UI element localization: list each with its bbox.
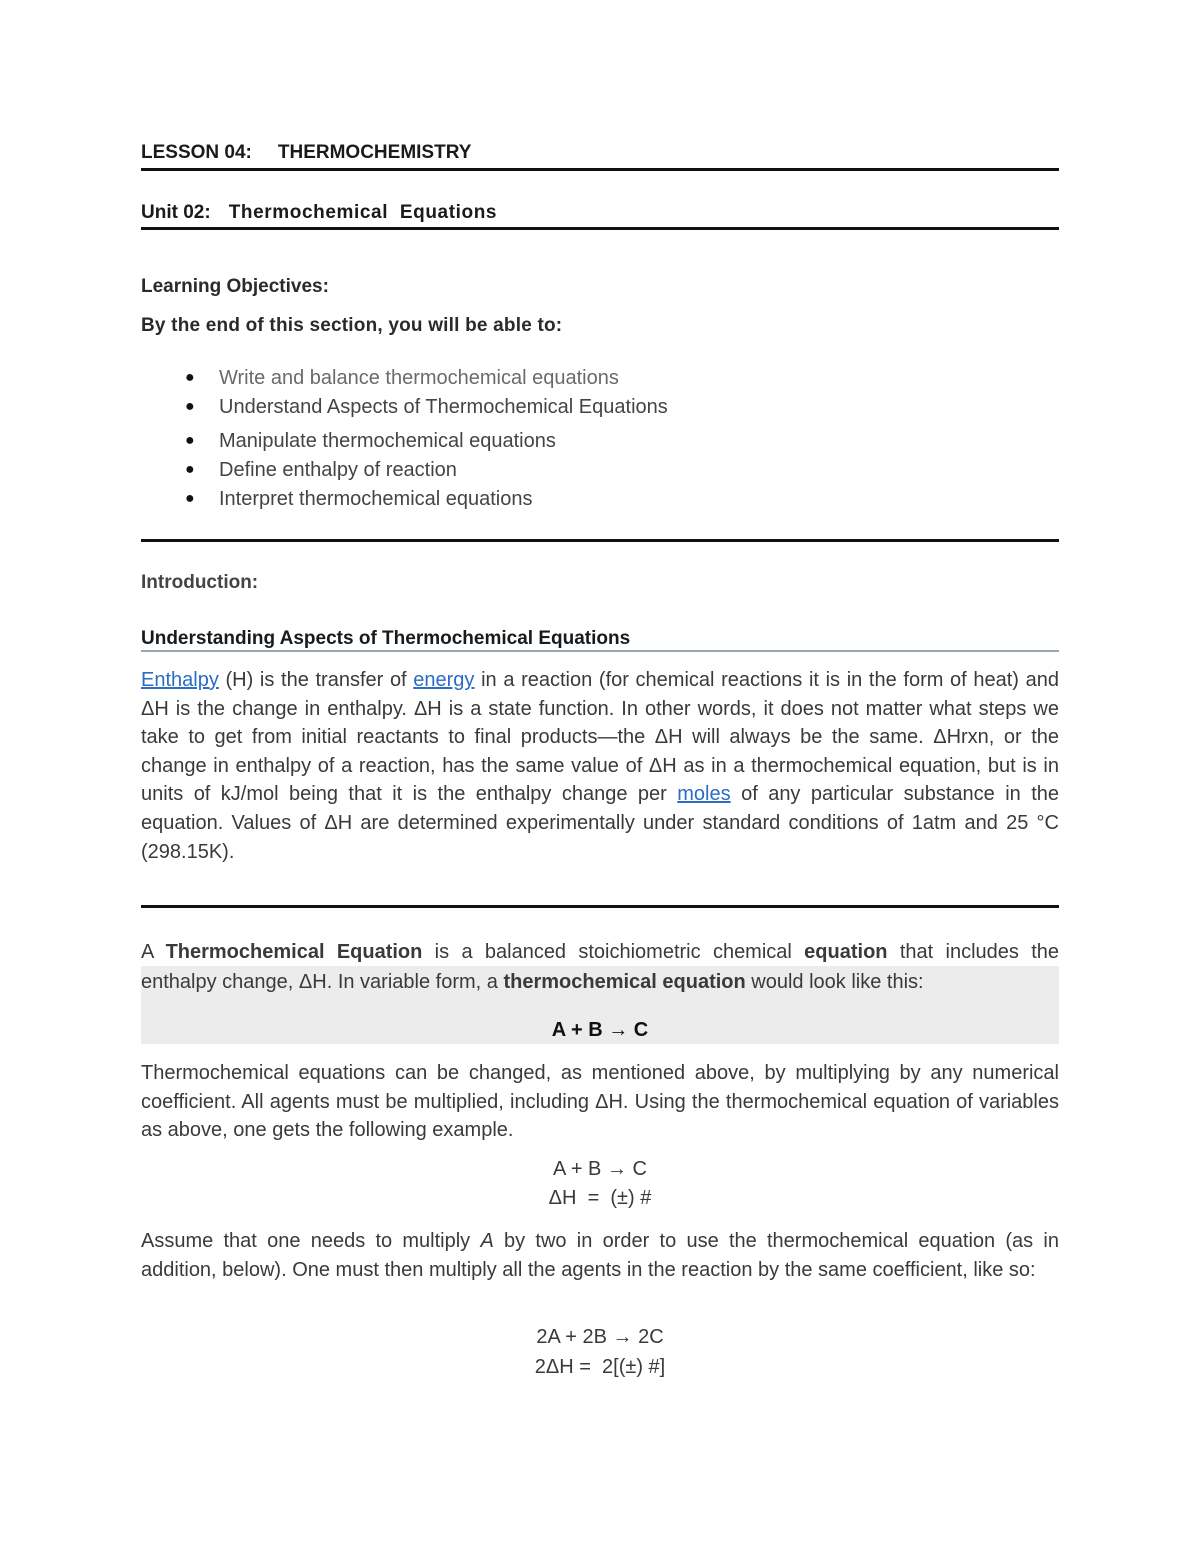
intro-heading: Introduction: [141, 572, 259, 593]
bullet-icon: ● [185, 432, 195, 449]
list-item: ● Write and balance thermochemical equations [185, 367, 619, 389]
energy-link[interactable]: energy [413, 669, 475, 691]
bullet-icon: ● [185, 490, 195, 507]
moles-link[interactable]: moles [677, 783, 731, 806]
objectives-list [141, 366, 1059, 516]
intro-paragraph: Enthalpy (H) is the transfer of energy in a reaction (for chemical reactions it is in the form of heat) and ΔH is the change in enthalpy. ΔH is a state function. In other words, it does not matter what steps we take to get from initial reactants to final products—the ΔH will always be the same. ΔHrxn, or the change in enthalpy of a reaction, has the same value of ΔH as in a thermochemical equation, but is in units of kJ/mol being that it is the enthalpy change per moles of any particular substance in the equation. Values of ΔH are determined experimentally under standard conditions of 1atm and 25 °C (298.15K). [141, 669, 1060, 863]
definition-paragraph: A Thermochemical Equation is a balanced stoichiometric chemical equation that includes the enthalpy change, ΔH. In variable form, a thermochemical equation would look like this: [141, 941, 1059, 993]
lesson-label: LESSON 04: [141, 142, 252, 163]
unit-heading [141, 202, 1059, 224]
bullet-icon: ● [185, 461, 195, 478]
section-subheading: Understanding Aspects of Thermochemical Equations [141, 628, 631, 649]
bullet-icon: ● [185, 369, 195, 386]
unit-title: Thermochemical Equations [228, 202, 498, 223]
subheading-underline [141, 650, 1059, 652]
list-item: ● Define enthalpy of reaction [185, 459, 457, 481]
objectives-lead: By the end of this section, you will be able to: [141, 315, 563, 336]
equation-line: 2A + 2B → 2C [536, 1326, 664, 1348]
divider [141, 539, 1059, 542]
equation-line: A + B → C [553, 1158, 647, 1180]
divider [141, 227, 1059, 230]
divider [141, 905, 1059, 908]
enthalpy-link[interactable]: Enthalpy [141, 669, 219, 691]
objectives-heading: Learning Objectives: [141, 276, 329, 297]
bullet-icon: ● [185, 398, 195, 415]
multiplication-paragraph: Thermochemical equations can be changed, as mentioned above, by multiplying by any numerical coefficient. All agents must be multiplied, including ΔH. Using the thermochemical equation of variables as above, one gets the following example. [141, 1062, 1059, 1142]
variable-equation: A + B → C [551, 1019, 649, 1041]
enthalpy-line: 2ΔH = 2[(±) #] [534, 1356, 666, 1378]
lesson-heading [141, 142, 1059, 164]
enthalpy-line: ΔH = (±) # [548, 1187, 652, 1209]
list-item: ● Manipulate thermochemical equations [185, 430, 556, 452]
lesson-title: THERMOCHEMISTRY [277, 142, 472, 163]
assumption-paragraph: Assume that one needs to multiply A by two in order to use the thermochemical equation (as in addition, below). One must then multiply all the agents in the reaction by the same coefficient, like so: [141, 1230, 1059, 1281]
unit-label: Unit 02: [141, 202, 211, 223]
list-item: ● Interpret thermochemical equations [185, 488, 533, 510]
divider [141, 168, 1059, 171]
list-item: ● Understand Aspects of Thermochemical Equations [185, 396, 668, 418]
